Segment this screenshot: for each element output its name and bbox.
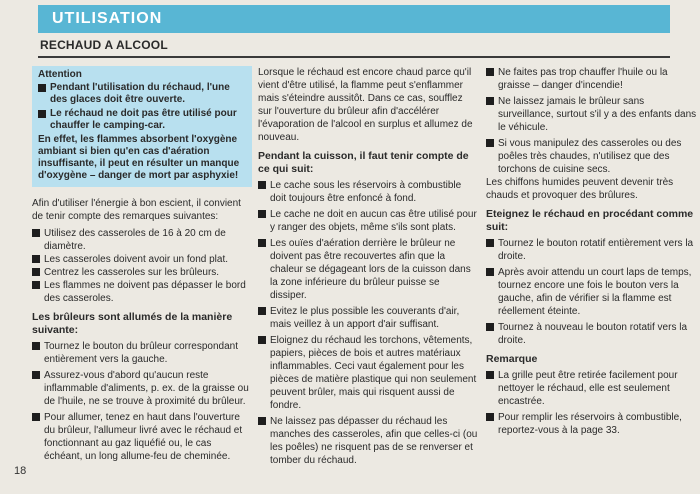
bullet-square-icon [258, 181, 266, 189]
remark-item: Pour remplir les réservoirs à combustible, reportez-vous à la page 33. [486, 411, 698, 437]
safety-note: Les chiffons humides peuvent devenir très chauds et provoquer des brûlures. [486, 177, 674, 201]
lighting-item: Pour allumer, tenez en haut dans l'ouverture du brûleur, l'allumeur livré avec le réchaud et fonctionnant au gaz liquéfié ou, le cas échéant, un long allume-feu de cheminée. [32, 411, 252, 463]
bullet-square-icon [258, 239, 266, 247]
page-subtitle: RECHAUD A ALCOOL [40, 38, 168, 52]
bullet-square-icon [38, 84, 46, 92]
bullet-square-icon [258, 336, 266, 344]
lighting-heading: Les brûleurs sont allumés de la manière suivante: [32, 311, 233, 336]
safety-item: Ne faites pas trop chauffer l'huile ou la graisse – danger d'incendie! [486, 66, 698, 92]
bullet-square-icon [32, 371, 40, 379]
off-item: Tournez à nouveau le bouton rotatif vers la droite. [486, 321, 698, 347]
cooking-item: Ne laissez pas dépasser du réchaud les manches des casseroles, afin que celles-ci (ou les poêles) ne risquent pas de se renverser et tomber du réchaud. [258, 415, 478, 467]
safety-item: Si vous manipulez des casseroles ou des poêles très chaudes, n'utilisez que des torchons de cuisine secs. [486, 137, 698, 176]
bullet-square-icon [486, 97, 494, 105]
lighting-item: Tournez le bouton du brûleur correspondant entièrement vers la gauche. [32, 340, 252, 366]
attention-item: Pendant l'utilisation du réchaud, l'une des glaces doit être ouverte. [38, 82, 246, 106]
bullet-square-icon [32, 281, 40, 289]
remark-item: La grille peut être retirée facilement pour nettoyer le réchaud, elle est seulement encastrée. [486, 369, 698, 408]
cooking-item: Eloignez du réchaud les torchons, vêtements, papiers, pièces de bois et autres matériaux inflammables. Ceci vaut également pour les pièces de matière plastique qui non seulement peuvent brûler, mais qui risquent aussi de fondre. [258, 334, 478, 412]
tip-item: Les flammes ne doivent pas dépasser le bord des casseroles. [32, 279, 252, 305]
cooking-item: Evitez le plus possible les couverants d'air, mais veillez à un apport d'air suffisant. [258, 305, 478, 331]
bullet-square-icon [486, 68, 494, 76]
remark-heading: Remarque [486, 353, 538, 365]
bullet-square-icon [32, 229, 40, 237]
cooking-heading: Pendant la cuisson, il faut tenir compte de ce qui suit: [258, 150, 469, 175]
cooking-item: Le cache sous les réservoirs à combustible doit toujours être enfoncé à fond. [258, 179, 478, 205]
column-middle [258, 66, 478, 470]
attention-box [32, 66, 252, 187]
cooking-item: Le cache ne doit en aucun cas être utilisé pour y ranger des objets, même s'ils sont plats. [258, 208, 478, 234]
attention-text: En effet, les flammes absorbent l'oxygène ambiant si bien qu'en cas d'aération insuffisante, il peut en résulter un manque d'oxygène – danger de mort par asphyxie! [38, 134, 240, 181]
section-title: UTILISATION [38, 5, 670, 33]
attention-item: Le réchaud ne doit pas être utilisé pour chauffer le camping-car. [38, 108, 246, 132]
cooking-item: Les ouïes d'aération derrière le brûleur ne doivent pas être recouvertes afin que la chaleur se dégageant lors de la cuisson dans la zone inférieure du brûleur puisse se dissiper. [258, 237, 478, 302]
intro-paragraph: Afin d'utiliser l'énergie à bon escient, il convient de tenir compte des remarques suivantes: [32, 198, 241, 222]
bullet-square-icon [258, 417, 266, 425]
bullet-square-icon [32, 255, 40, 263]
bullet-square-icon [258, 307, 266, 315]
bullet-square-icon [486, 268, 494, 276]
bullet-square-icon [486, 139, 494, 147]
bullet-square-icon [32, 268, 40, 276]
bullet-square-icon [38, 110, 46, 118]
bullet-square-icon [486, 371, 494, 379]
off-item: Tournez le bouton rotatif entièrement vers la droite. [486, 237, 698, 263]
column-left [32, 66, 252, 466]
bullet-square-icon [486, 239, 494, 247]
bullet-square-icon [32, 342, 40, 350]
reignite-paragraph: Lorsque le réchaud est encore chaud parce qu'il vient d'être utilisé, la flamme peut s'enflammer mais s'éteindre aussitôt. Dans ce cas, soufflez sur l'ouverture du brûleur afin d'accélérer l'évaporation de l'alcool en surplus et allumez de nouveau. [258, 67, 473, 143]
off-item: Après avoir attendu un court laps de temps, tournez encore une fois le bouton vers la gauche, afin de vérifier si la flamme est réellement éteinte. [486, 266, 698, 318]
bullet-square-icon [486, 413, 494, 421]
bullet-square-icon [486, 323, 494, 331]
lighting-item: Assurez-vous d'abord qu'aucun reste inflammable d'aliments, p. ex. de la graisse ou de l'huile, ne se trouve à proximité du brûleur. [32, 369, 252, 408]
safety-item: Ne laissez jamais le brûleur sans surveillance, surtout s'il y a des enfants dans le véhicule. [486, 95, 698, 134]
column-right [486, 66, 698, 440]
tip-item: Les casseroles doivent avoir un fond plat. [32, 253, 252, 266]
bullet-square-icon [258, 210, 266, 218]
attention-title: Attention [38, 69, 82, 80]
off-heading: Eteignez le réchaud en procédant comme suit: [486, 208, 694, 233]
tip-item: Utilisez des casseroles de 16 à 20 cm de diamètre. [32, 227, 252, 253]
tip-item: Centrez les casseroles sur les brûleurs. [32, 266, 252, 279]
page-number: 18 [14, 465, 27, 477]
heading-rule [38, 56, 670, 58]
bullet-square-icon [32, 413, 40, 421]
